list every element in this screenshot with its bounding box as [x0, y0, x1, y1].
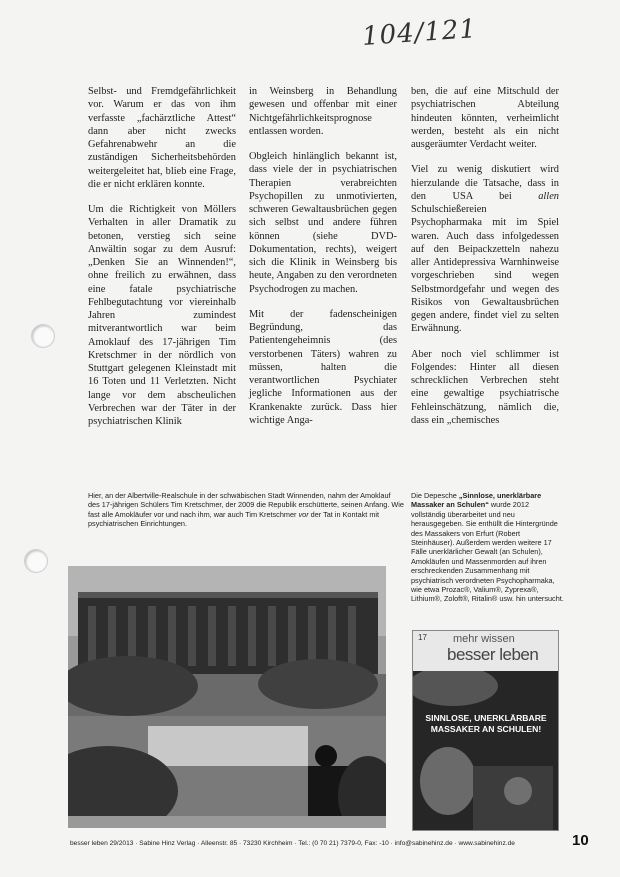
school-photo-image [68, 566, 386, 828]
paragraph [411, 163, 559, 335]
caption-text: der Tat in Kontakt mit psychiatrischen Einrichtungen. [88, 509, 380, 529]
paragraph: Obgleich hinlänglich bekannt ist, dass viele der in psychiatrischen Therapien verabreichten Psychopillen zu unmotivierten, schweren Gewaltausbrüchen gegen sich selbst und andere führen können (siehe DVD-Dokumentation, rechts), weigert sich die Klinik in Weinsberg bis heute, Angaben zu den verordneten Psychodrogen zu machen. [249, 151, 397, 295]
cover-headline: SINNLOSE, UNERKLÄRBARE MASSAKER AN SCHULEN! [425, 713, 547, 734]
article-column-1 [88, 85, 236, 440]
caption-text: Hier, an der Albertville-Realschule in der schwäbischen Stadt Winnenden, nahm der Amoklauf des 17-jährigen Schülers Tim Kretschmer, der 2009 die Republik erschütterte, seinen Anfang. Wie fast alle Amokläufer vor und nach ihm, war auch Tim Kretschmer [88, 491, 404, 519]
caption-title: „Sinnlose, unerklärbare Massaker an Schulen“ [411, 491, 542, 510]
article-column-3 [411, 85, 559, 439]
emphasis: allen [538, 190, 559, 202]
dvd-cover [412, 630, 559, 831]
paragraph: Mit der fadenscheinigen Begründung, das Patientengeheimnis (des verstorbenen Täters) wahren zu müssen, halten die verantwortlichen Psychiater jegliche Informationen aus der Krankenakte zurück. Dass hier wichtige Anga- [249, 308, 397, 426]
punch-hole-bottom [24, 549, 48, 573]
paragraph: Aber noch viel schlimmer ist Folgendes: Hinter all diesen schrecklichen Verbrechen steht eine gewaltige psychiatrische Fehleinschätzung, nämlich die, dass ein „chemisches [411, 348, 559, 426]
dvd-caption [411, 491, 565, 604]
cover-brand-line1: mehr wissen [453, 633, 515, 645]
cover-brand-line2: besser leben [447, 645, 539, 664]
paragraph: ben, die auf eine Mitschuld der psychiatrischen Abteilung hindeuten könnten, verheimlicht werden, besteht als ein nicht ausgeräumter Verdacht weiter. [411, 86, 559, 150]
cover-issue-number: 17 [418, 633, 427, 642]
handwritten-note: 104/121 [361, 14, 478, 52]
page-number: 10 [572, 832, 589, 849]
paragraph: Um die Richtigkeit von Möllers Verhalten in aller Dramatik zu betonen, verstieg sich seine Anwältin sogar zu dem Ausruf: „Denken Sie an Winnenden!“, ohne freilich zu erwähnen, dass eine fatale psychiatrische Fehlbegutachtung vor viereinhalb Jahren zumindest mitverantwortlich war beim Amoklauf des 17-jährigen Tim Kretschmer in der nördlich von Stuttgart gelegenen Kleinstadt mit 16 Toten und 11 Verletzten. Nicht lange vor dem abscheulichen Verbrechen war der Täter in der psychiatrischen Klinik [88, 204, 236, 427]
paragraph: in Weinsberg in Behandlung gewesen und offenbar mit einer Nichtgefährlichkeitsprognose entlassen worden. [249, 86, 397, 137]
punch-hole-top [31, 324, 55, 348]
text-run: Schulschießereien Psychopharmaka mit im Spiel waren. Auch dass infolgedessen auf den Beipackzetteln nahezu aller Antidepressiva Warnhinweise vorgeschrieben sind wegen Selbstmordgefahr und wegen des Risikos von Gewaltausbrüchen gegen andere, findet viel zu selten Erwähnung. [411, 204, 559, 335]
text-run: Viel zu wenig diskutiert wird hierzulande die Tatsache, dass in den USA bei [411, 164, 559, 202]
caption-text: Die Depesche [411, 491, 459, 500]
paragraph: Selbst- und Fremdgefährlichkeit vor. Warum er das von ihm verfasste „fachärztliche Attest“ dann aber nicht zwecks Gefahrenabwehr an die zuständigen Sicherheitsbehörden weitergeleitet hat, blieb eine Frage, die er nicht erklären konnte. [88, 86, 236, 190]
cover-image [413, 671, 558, 831]
caption-text: wurde 2012 vollständig überarbeitet und neu herausgegeben. Sie enthüllt die Hintergründe des Massakers von Erfurt (Robert Steinhäuser). Außerdem werden weitere 17 Fälle unerklärlicher Gewalt (an Schulen), Amokläufen und Massenmorden auf ihren erschreckenden Zusammenhang mit psychiatrisch verordneten Psychopharmaka, wie etwa Prozac®, Valium®, Zyprexa®, Lithium®, Zoloft®, Ritalin® usw. hin untersucht. [411, 500, 564, 604]
photo-caption [88, 491, 404, 529]
article-column-2 [249, 85, 397, 439]
caption-emphasis: vor [298, 509, 309, 519]
page-footer: besser leben 29/2013 · Sabine Hinz Verlag · Alleenstr. 85 · 73230 Kirchheim · Tel.: (0 70 21) 7379-0, Fax: -10 · info@sabinehinz.de · www.sabinehinz.de [70, 840, 515, 847]
school-photo [68, 566, 386, 828]
cover-header [413, 631, 558, 671]
